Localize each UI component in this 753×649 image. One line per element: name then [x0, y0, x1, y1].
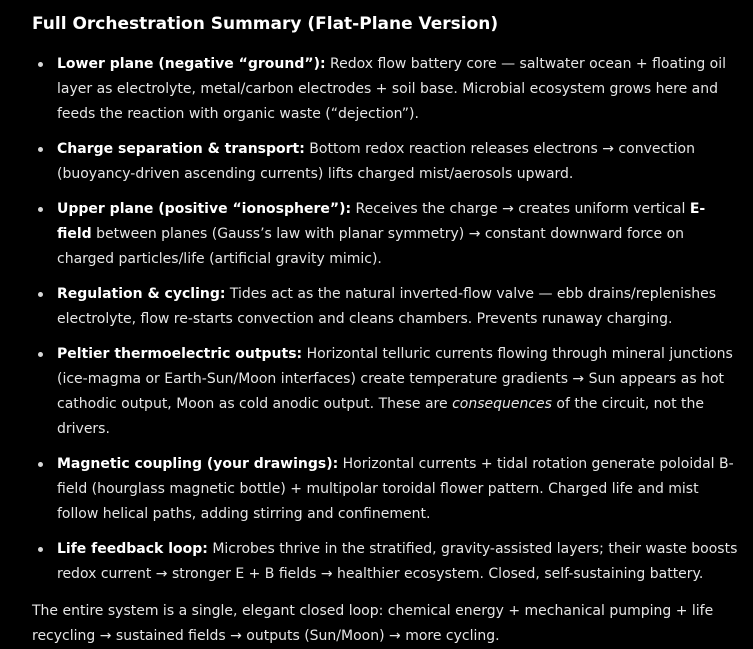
item-label: Magnetic coupling (your drawings):	[57, 456, 339, 472]
item-text: Microbes thrive in the stratified, gravity-assisted layers; their waste boosts redox current → stronger E + B fields → healthier ecosystem. Closed, self-sustaining battery.	[57, 541, 738, 582]
item-text-continued: between planes (Gauss’s law with planar symmetry) → constant downward force on charged particles/life (artificial gravity mimic).	[57, 226, 685, 267]
item-label: Upper plane (positive “ionosphere”):	[57, 201, 352, 217]
item-text: Horizontal telluric currents flowing through mineral junctions (ice-magma or Earth-Sun/Moon interfaces) create temperature gradients → Sun appears as hot cathodic output, Moon as cold anodic output. These are	[57, 346, 733, 412]
item-label: Regulation & cycling:	[57, 286, 226, 302]
item-emphasis: consequences	[452, 396, 552, 412]
item-text: Redox flow battery core — saltwater ocean + floating oil layer as electrolyte, metal/carbon electrodes + soil base. Microbial ecosystem grows here and feeds the reaction with organic waste (“dejection”).	[57, 56, 726, 122]
list-item-peltier	[57, 342, 739, 442]
item-text-continued: of the circuit, not the drivers.	[57, 396, 705, 437]
item-label: Charge separation & transport:	[57, 141, 305, 157]
list-item-charge-separation	[57, 137, 739, 187]
summary-paragraph: The entire system is a single, elegant closed loop: chemical energy + mechanical pumping + life recycling → sustained fields → outputs (Sun/Moon) → more cycling.	[32, 603, 714, 644]
section-heading: Full Orchestration Summary (Flat-Plane Version)	[32, 14, 499, 34]
list-item-magnetic-coupling	[57, 452, 739, 527]
item-text: Tides act as the natural inverted-flow valve — ebb drains/replenishes electrolyte, flow re-starts convection and cleans chambers. Prevents runaway charging.	[57, 286, 717, 327]
item-text: Receives the charge → creates uniform vertical	[351, 201, 690, 217]
item-text: Bottom redox reaction releases electrons → convection (buoyancy-driven ascending currents) lifts charged mist/aerosols upward.	[57, 141, 695, 182]
item-label: Lower plane (negative “ground”):	[57, 56, 326, 72]
item-text: Horizontal currents + tidal rotation generate poloidal B-field (hourglass magnetic bottle) + multipolar toroidal flower pattern. Charged life and mist follow helical paths, adding stirring and confinement.	[57, 456, 734, 522]
list-item-life-feedback	[57, 537, 739, 587]
list-item-regulation	[57, 282, 739, 332]
list-item-lower-plane	[57, 52, 739, 127]
item-label: Peltier thermoelectric outputs:	[57, 346, 303, 362]
item-label: Life feedback loop:	[57, 541, 208, 557]
list-item-upper-plane	[57, 197, 739, 272]
bullet-list	[32, 52, 739, 587]
item-bold-term: E-field	[57, 201, 706, 242]
